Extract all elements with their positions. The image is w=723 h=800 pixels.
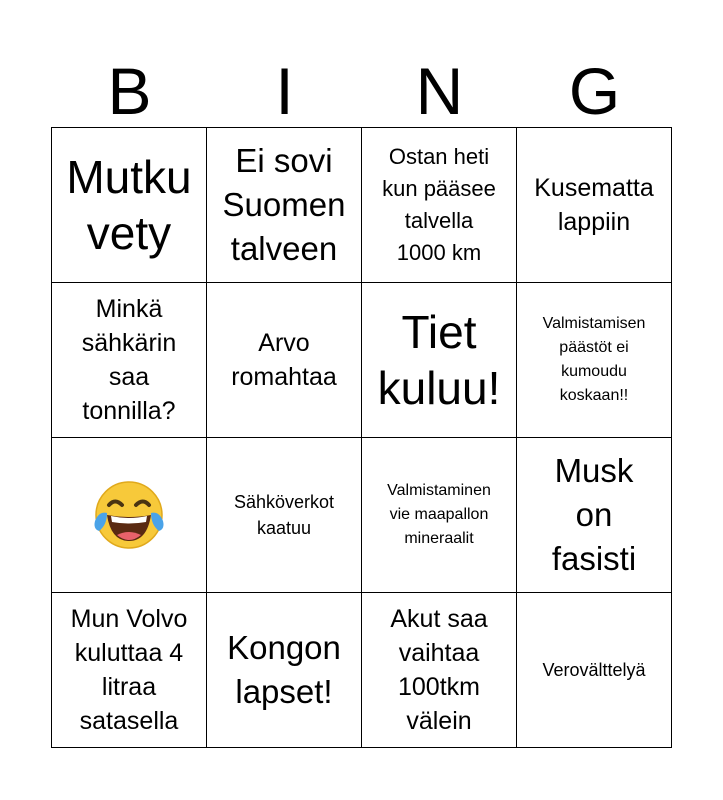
cell-text: lappiin bbox=[557, 208, 631, 236]
cell-text: Kongon bbox=[227, 629, 341, 666]
cell-text: Minkä bbox=[95, 295, 163, 323]
cell-text: Mun Volvo bbox=[70, 605, 188, 633]
cell-text: Musk bbox=[554, 452, 634, 489]
bingo-cell[interactable] bbox=[52, 593, 207, 748]
cell-text: kun pääsee bbox=[382, 176, 496, 201]
cell-text: Akut saa bbox=[390, 605, 488, 633]
cell-text: 1000 km bbox=[396, 240, 482, 265]
cell-text: päästöt ei bbox=[559, 339, 629, 356]
cell-text: kuluttaa 4 bbox=[74, 639, 184, 667]
cell-text: kumoudu bbox=[561, 363, 627, 380]
cell-text: romahtaa bbox=[231, 363, 337, 391]
cell-text: koskaan!! bbox=[559, 387, 629, 404]
cell-text: lapset! bbox=[235, 673, 333, 710]
bingo-cell[interactable] bbox=[517, 283, 672, 438]
cell-text: Valmistamisen bbox=[542, 315, 646, 332]
cell-text: vaihtaa bbox=[398, 639, 480, 667]
cell-text: Ostan heti bbox=[388, 144, 490, 169]
cell-text: talvella bbox=[404, 208, 474, 233]
cell-text: Kusematta bbox=[534, 174, 654, 202]
cell-text: litraa bbox=[101, 673, 157, 701]
cell-text: Arvo bbox=[258, 329, 310, 357]
bingo-cell-emoji[interactable] bbox=[52, 438, 207, 593]
cell-text: on bbox=[575, 496, 613, 533]
cell-text: Verovälttelyä bbox=[542, 660, 646, 680]
cell-text: satasella bbox=[79, 707, 179, 735]
cell-text: sähkärin bbox=[81, 329, 177, 357]
cell-text: kuluu! bbox=[377, 362, 501, 414]
cell-text: tonnilla? bbox=[82, 397, 176, 425]
cell-text: fasisti bbox=[551, 540, 637, 577]
bingo-cell[interactable] bbox=[362, 128, 517, 283]
cell-text: Ei sovi bbox=[235, 142, 333, 179]
cell-text: Suomen bbox=[222, 186, 346, 223]
cell-text: välein bbox=[406, 707, 472, 735]
bingo-cell[interactable] bbox=[52, 283, 207, 438]
header-letter-i: I bbox=[275, 54, 294, 128]
bingo-cell[interactable] bbox=[362, 438, 517, 593]
bingo-cell[interactable] bbox=[362, 283, 517, 438]
cell-text: talveen bbox=[230, 230, 338, 267]
cell-text: saa bbox=[108, 363, 150, 391]
cell-text: vety bbox=[86, 207, 172, 259]
cell-text: vie maapallon bbox=[389, 506, 489, 523]
header-letter-g: G bbox=[568, 54, 621, 128]
bingo-cell[interactable] bbox=[207, 128, 362, 283]
bingo-cell[interactable] bbox=[207, 593, 362, 748]
bingo-cell[interactable] bbox=[207, 438, 362, 593]
bingo-cell[interactable] bbox=[362, 593, 517, 748]
cell-text: Mutku bbox=[66, 151, 192, 203]
bingo-cell[interactable] bbox=[517, 438, 672, 593]
bingo-cell[interactable] bbox=[52, 128, 207, 283]
header-letter-b: B bbox=[107, 54, 152, 128]
header-letter-n: N bbox=[415, 54, 464, 128]
bingo-cell[interactable] bbox=[517, 593, 672, 748]
cell-text: 100tkm bbox=[398, 673, 480, 701]
cell-text: Sähköverkot bbox=[233, 492, 335, 512]
cell-text: mineraalit bbox=[404, 530, 474, 547]
cell-text: kaatuu bbox=[256, 518, 312, 538]
cell-text: Tiet bbox=[401, 306, 477, 358]
cell-text: Valmistaminen bbox=[387, 482, 491, 499]
bingo-board bbox=[51, 127, 672, 748]
laughing-tears-emoji-icon bbox=[89, 475, 169, 555]
bingo-header bbox=[52, 56, 672, 126]
bingo-cell[interactable] bbox=[207, 283, 362, 438]
bingo-cell[interactable] bbox=[517, 128, 672, 283]
